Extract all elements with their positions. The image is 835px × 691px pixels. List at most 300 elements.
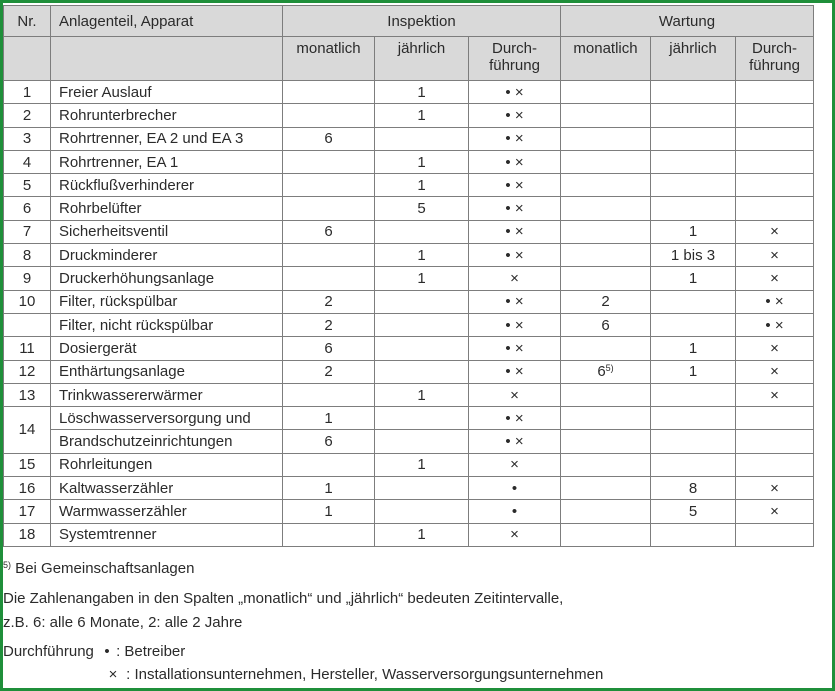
row-name: [51, 453, 283, 476]
legend-dot-text: : Betreiber: [116, 643, 186, 660]
wartung-jaehrlich: [651, 150, 736, 173]
row-nr: [4, 477, 51, 500]
row-name: [51, 244, 283, 267]
wartung-jaehrlich-value: 1 bis 3: [670, 246, 716, 264]
inspektion-durchfuehrung: [469, 127, 561, 150]
inspektion-jaehrlich-value: 1: [417, 106, 426, 124]
inspektion-monatlich-value: 1: [324, 409, 333, 427]
row-name-value: Dosiergerät: [59, 339, 137, 357]
inspektion-durchfuehrung-value: • ×: [505, 293, 524, 311]
wartung-monatlich: [561, 127, 651, 150]
row-nr: [4, 523, 51, 546]
header-wart-durchfuehrung: [736, 37, 814, 81]
row-name-value: Enthärtungsanlage: [59, 363, 185, 381]
wartung-jaehrlich: [651, 500, 736, 523]
table-row: [4, 174, 814, 197]
inspektion-jaehrlich-value: 5: [417, 200, 426, 218]
wartung-jaehrlich: [651, 220, 736, 243]
header-row-1: [4, 6, 814, 37]
row-nr-value: 12: [18, 363, 36, 381]
wartung-jaehrlich: [651, 453, 736, 476]
wartung-durchfuehrung-value: ×: [770, 502, 779, 520]
row-name-value: Kaltwasserzähler: [59, 479, 174, 497]
inspektion-durchfuehrung: [469, 81, 561, 104]
row-name: [51, 430, 283, 453]
wartung-durchfuehrung: [736, 500, 814, 523]
inspektion-durchfuehrung: [469, 430, 561, 453]
header-insp-durchfuehrung: [469, 37, 561, 81]
row-name: [51, 150, 283, 173]
legend-label: Durchführung: [3, 643, 94, 660]
wartung-monatlich: [561, 244, 651, 267]
row-name-value: Rohrbelüfter: [59, 200, 142, 218]
row-nr: [4, 407, 51, 454]
row-name-value: Filter, rückspülbar: [59, 293, 178, 311]
inspektion-durchfuehrung-value: ×: [510, 386, 519, 404]
footnote-ref: 5): [605, 363, 614, 374]
footnote-text: Bei Gemeinschaftsanlagen: [11, 560, 195, 577]
inspektion-jaehrlich: [375, 383, 469, 406]
wartung-jaehrlich-value: 5: [688, 502, 698, 520]
wartung-durchfuehrung: [736, 81, 814, 104]
inspektion-durchfuehrung: [469, 477, 561, 500]
wartung-durchfuehrung: [736, 430, 814, 453]
wartung-jaehrlich: [651, 430, 736, 453]
wartung-jaehrlich: [651, 174, 736, 197]
inspektion-jaehrlich: [375, 104, 469, 127]
inspektion-durchfuehrung: [469, 244, 561, 267]
wartung-jaehrlich: [651, 81, 736, 104]
inspektion-durchfuehrung-value: • ×: [505, 83, 524, 101]
inspektion-durchfuehrung: [469, 500, 561, 523]
inspektion-durchfuehrung-value: • ×: [505, 200, 524, 218]
wartung-durchfuehrung: [736, 360, 814, 383]
row-name-value: Trinkwassererwärmer: [59, 386, 203, 404]
inspektion-jaehrlich: [375, 523, 469, 546]
row-nr: [4, 337, 51, 360]
inspektion-durchfuehrung-value: • ×: [505, 106, 524, 124]
wartung-jaehrlich-value: 1: [688, 270, 698, 288]
inspektion-jaehrlich: [375, 267, 469, 290]
table-row: [4, 383, 814, 406]
table-row: [4, 337, 814, 360]
inspektion-jaehrlich-value: 1: [417, 526, 426, 544]
table-row: [4, 500, 814, 523]
table-row: [4, 453, 814, 476]
wartung-durchfuehrung-value: ×: [770, 363, 779, 381]
table-row: [4, 104, 814, 127]
row-nr-value: 8: [22, 246, 32, 264]
inspektion-jaehrlich: [375, 500, 469, 523]
inspektion-monatlich-value: 1: [324, 479, 333, 497]
wartung-monatlich: [561, 174, 651, 197]
row-nr: [4, 313, 51, 336]
wartung-durchfuehrung: [736, 127, 814, 150]
row-nr: [4, 360, 51, 383]
inspektion-monatlich-value: 6: [324, 130, 333, 148]
inspektion-durchfuehrung-value: • ×: [505, 176, 524, 194]
inspektion-monatlich-value: 6: [324, 339, 333, 357]
row-nr-value: 16: [18, 479, 36, 497]
wartung-jaehrlich-value: 1: [688, 223, 698, 241]
wartung-durchfuehrung: [736, 104, 814, 127]
table-row: [4, 150, 814, 173]
inspektion-durchfuehrung: [469, 174, 561, 197]
inspektion-durchfuehrung-value: •: [511, 502, 518, 520]
inspektion-monatlich: [283, 220, 375, 243]
row-name: [51, 104, 283, 127]
wartung-durchfuehrung: [736, 197, 814, 220]
inspektion-durchfuehrung-value: •: [511, 479, 518, 497]
row-nr: [4, 383, 51, 406]
header-nr: Nr.: [4, 6, 51, 37]
wartung-monatlich: [561, 407, 651, 430]
inspektion-durchfuehrung: [469, 523, 561, 546]
wartung-monatlich: [561, 81, 651, 104]
row-nr: [4, 197, 51, 220]
inspektion-durchfuehrung: [469, 453, 561, 476]
row-nr: [4, 500, 51, 523]
wartung-durchfuehrung-value: ×: [770, 223, 779, 241]
inspektion-durchfuehrung-value: • ×: [505, 409, 524, 427]
wartung-monatlich: [561, 220, 651, 243]
row-name-value: Löschwasserversorgung und: [59, 409, 251, 427]
row-name-value: Filter, nicht rückspülbar: [59, 316, 214, 334]
header-wart-monatlich: monatlich: [561, 37, 651, 81]
inspektion-jaehrlich: [375, 150, 469, 173]
inspektion-durchfuehrung-value: • ×: [505, 363, 524, 381]
row-nr-value: 17: [18, 502, 36, 520]
row-nr-value: 2: [22, 106, 32, 124]
wartung-jaehrlich: [651, 477, 736, 500]
inspektion-durchfuehrung: [469, 337, 561, 360]
wartung-durchfuehrung-value: ×: [770, 270, 779, 288]
wartung-jaehrlich: [651, 104, 736, 127]
wartung-durchfuehrung: [736, 290, 814, 313]
row-name: [51, 500, 283, 523]
note-line-2: z.B. 6: alle 6 Monate, 2: alle 2 Jahre: [3, 614, 243, 631]
wartung-monatlich-value: 2: [601, 293, 610, 311]
row-name: [51, 477, 283, 500]
wartung-jaehrlich-value: 1: [688, 339, 698, 357]
wartung-monatlich: [561, 197, 651, 220]
row-nr-value: 10: [18, 293, 36, 311]
inspektion-durchfuehrung-value: • ×: [505, 246, 524, 264]
inspektion-monatlich: [283, 174, 375, 197]
wartung-monatlich: [561, 150, 651, 173]
inspektion-jaehrlich-value: 1: [417, 456, 426, 474]
row-nr-value: 11: [19, 339, 35, 357]
inspektion-durchfuehrung: [469, 360, 561, 383]
inspektion-jaehrlich: [375, 430, 469, 453]
inspektion-monatlich: [283, 267, 375, 290]
row-name: [51, 313, 283, 336]
header-wartung: Wartung: [561, 6, 814, 37]
wartung-jaehrlich: [651, 244, 736, 267]
wartung-monatlich: [561, 337, 651, 360]
wartung-jaehrlich-value: 1: [688, 363, 698, 381]
table-row: [4, 290, 814, 313]
row-nr: [4, 150, 51, 173]
header-insp-monatlich: monatlich: [283, 37, 375, 81]
wartung-durchfuehrung: [736, 220, 814, 243]
inspektion-monatlich: [283, 150, 375, 173]
wartung-durchfuehrung: [736, 174, 814, 197]
header-inspektion: Inspektion: [283, 6, 561, 37]
row-nr: [4, 453, 51, 476]
inspektion-durchfuehrung-value: ×: [510, 456, 519, 474]
row-name-value: Freier Auslauf: [59, 83, 152, 101]
row-nr-value: 1: [22, 83, 32, 101]
inspektion-monatlich: [283, 453, 375, 476]
wartung-durchfuehrung-value: ×: [770, 479, 779, 497]
inspektion-jaehrlich: [375, 477, 469, 500]
wartung-jaehrlich: [651, 197, 736, 220]
inspektion-jaehrlich-value: 1: [417, 386, 426, 404]
wartung-jaehrlich: [651, 360, 736, 383]
inspektion-monatlich: [283, 383, 375, 406]
note-line-1: Die Zahlenangaben in den Spalten „monatlich“ und „jährlich“ bedeuten Zeitintervalle,: [3, 590, 564, 607]
row-name: [51, 81, 283, 104]
inspektion-monatlich: [283, 477, 375, 500]
wartung-durchfuehrung: [736, 407, 814, 430]
wartung-monatlich: [561, 430, 651, 453]
row-name: [51, 360, 283, 383]
wartung-durchfuehrung: [736, 313, 814, 336]
row-name-value: Systemtrenner: [59, 526, 157, 544]
row-name: [51, 337, 283, 360]
inspektion-jaehrlich: [375, 453, 469, 476]
wartung-jaehrlich: [651, 313, 736, 336]
row-nr-value: 18: [18, 526, 36, 544]
wartung-monatlich: [561, 290, 651, 313]
maintenance-table: [3, 5, 814, 547]
wartung-jaehrlich: [651, 267, 736, 290]
table-row: [4, 430, 814, 453]
inspektion-durchfuehrung: [469, 407, 561, 430]
inspektion-durchfuehrung-value: • ×: [505, 153, 524, 171]
row-name-value: Rückflußverhinderer: [59, 176, 195, 194]
inspektion-jaehrlich: [375, 337, 469, 360]
header-durch-2: führung: [749, 57, 800, 74]
inspektion-durchfuehrung: [469, 290, 561, 313]
row-nr: [4, 127, 51, 150]
row-name-value: Warmwasserzähler: [59, 502, 187, 520]
row-name-value: Druckerhöhungsanlage: [59, 270, 215, 288]
inspektion-jaehrlich: [375, 197, 469, 220]
inspektion-durchfuehrung: [469, 313, 561, 336]
row-name-value: Rohrleitungen: [59, 456, 153, 474]
wartung-durchfuehrung-value: ×: [770, 339, 779, 357]
row-nr-value: 13: [18, 386, 36, 404]
row-nr-value: 4: [22, 153, 32, 171]
row-name-value: Druckminderer: [59, 246, 158, 264]
table-row: [4, 477, 814, 500]
inspektion-monatlich: [283, 290, 375, 313]
inspektion-durchfuehrung: [469, 383, 561, 406]
row-nr: [4, 81, 51, 104]
inspektion-jaehrlich: [375, 290, 469, 313]
row-name: [51, 127, 283, 150]
table-row: [4, 313, 814, 336]
header-blank-name: [51, 37, 283, 81]
wartung-durchfuehrung-value: • ×: [765, 316, 784, 334]
wartung-durchfuehrung-value: ×: [770, 246, 779, 264]
inspektion-durchfuehrung-value: • ×: [505, 223, 524, 241]
wartung-monatlich: [561, 477, 651, 500]
legend-x-text: : Installationsunternehmen, Hersteller, Wasserversorgungsunternehmen: [126, 666, 604, 683]
inspektion-jaehrlich: [375, 360, 469, 383]
inspektion-durchfuehrung-value: • ×: [505, 316, 524, 334]
inspektion-monatlich: [283, 407, 375, 430]
inspektion-monatlich: [283, 104, 375, 127]
legend-line-1: [3, 643, 185, 660]
wartung-jaehrlich: [651, 523, 736, 546]
inspektion-monatlich: [283, 430, 375, 453]
inspektion-monatlich: [283, 197, 375, 220]
inspektion-durchfuehrung-value: • ×: [505, 433, 524, 451]
row-nr-value: 3: [22, 130, 32, 148]
header-insp-jaehrlich: jährlich: [375, 37, 469, 81]
inspektion-durchfuehrung: [469, 267, 561, 290]
row-nr: [4, 290, 51, 313]
row-name: [51, 220, 283, 243]
wartung-jaehrlich: [651, 383, 736, 406]
row-name: [51, 407, 283, 430]
row-name: [51, 523, 283, 546]
inspektion-monatlich: [283, 500, 375, 523]
wartung-monatlich: [561, 313, 651, 336]
row-nr-value: 9: [22, 270, 32, 288]
wartung-monatlich-value: 6: [597, 363, 606, 381]
table-row: [4, 127, 814, 150]
row-nr: [4, 104, 51, 127]
row-name-value: Brandschutzeinrichtungen: [59, 433, 233, 451]
wartung-durchfuehrung: [736, 453, 814, 476]
inspektion-durchfuehrung-value: • ×: [505, 130, 524, 148]
inspektion-monatlich-value: 2: [324, 293, 333, 311]
table-row: [4, 197, 814, 220]
row-name-value: Rohrtrenner, EA 2 und EA 3: [59, 130, 244, 148]
inspektion-monatlich-value: 6: [324, 223, 333, 241]
wartung-durchfuehrung: [736, 523, 814, 546]
footnote-marker: 5): [3, 560, 12, 570]
inspektion-jaehrlich: [375, 220, 469, 243]
wartung-monatlich: [561, 267, 651, 290]
inspektion-monatlich-value: 1: [324, 502, 333, 520]
footnote-5: [3, 560, 194, 577]
wartung-jaehrlich: [651, 407, 736, 430]
row-name: [51, 267, 283, 290]
inspektion-monatlich: [283, 523, 375, 546]
wartung-durchfuehrung: [736, 477, 814, 500]
wartung-durchfuehrung-value: ×: [770, 386, 779, 404]
inspektion-jaehrlich-value: 1: [417, 153, 426, 171]
inspektion-jaehrlich-value: 1: [417, 83, 426, 101]
row-nr-value: 5: [22, 176, 32, 194]
inspektion-monatlich: [283, 313, 375, 336]
inspektion-monatlich: [283, 81, 375, 104]
inspektion-jaehrlich-value: 1: [417, 270, 426, 288]
wartung-monatlich: [561, 360, 651, 383]
inspektion-monatlich: [283, 360, 375, 383]
row-name: [51, 290, 283, 313]
wartung-durchfuehrung: [736, 267, 814, 290]
inspektion-jaehrlich-value: 1: [417, 246, 426, 264]
wartung-jaehrlich-value: 8: [688, 479, 698, 497]
row-nr-value: 6: [22, 200, 32, 218]
wartung-monatlich: [561, 453, 651, 476]
row-name: [51, 197, 283, 220]
inspektion-jaehrlich-value: 1: [417, 176, 426, 194]
inspektion-monatlich-value: 6: [324, 433, 333, 451]
inspektion-jaehrlich: [375, 244, 469, 267]
wartung-jaehrlich: [651, 127, 736, 150]
wartung-jaehrlich: [651, 290, 736, 313]
cross-icon: ×: [108, 666, 118, 683]
row-nr-value: 14: [18, 421, 36, 439]
row-name: [51, 174, 283, 197]
wartung-durchfuehrung: [736, 244, 814, 267]
row-nr: [4, 220, 51, 243]
table-row: [4, 81, 814, 104]
inspektion-monatlich: [283, 127, 375, 150]
inspektion-monatlich-value: 2: [324, 363, 333, 381]
inspektion-durchfuehrung: [469, 104, 561, 127]
inspektion-durchfuehrung-value: ×: [510, 270, 519, 288]
inspektion-durchfuehrung-value: ×: [510, 526, 519, 544]
header-durch-1: Durch-: [491, 40, 537, 57]
row-nr: [4, 267, 51, 290]
inspektion-jaehrlich: [375, 174, 469, 197]
header-anlagenteil: Anlagenteil, Apparat: [51, 6, 283, 37]
header-durch-2: führung: [489, 57, 540, 74]
table-row: [4, 220, 814, 243]
bullet-icon: •: [104, 643, 110, 660]
inspektion-durchfuehrung: [469, 220, 561, 243]
wartung-monatlich-value: 6: [601, 316, 610, 334]
row-nr-value: 15: [18, 456, 36, 474]
wartung-durchfuehrung-value: • ×: [765, 293, 784, 311]
inspektion-jaehrlich: [375, 313, 469, 336]
wartung-monatlich: [561, 383, 651, 406]
inspektion-durchfuehrung-value: • ×: [505, 339, 524, 357]
header-row-2: [4, 37, 814, 81]
row-name-value: Rohrunterbrecher: [59, 106, 177, 124]
inspektion-monatlich: [283, 244, 375, 267]
inspektion-jaehrlich: [375, 127, 469, 150]
table-row: [4, 523, 814, 546]
row-name-value: Sicherheitsventil: [59, 223, 169, 241]
inspektion-durchfuehrung: [469, 150, 561, 173]
inspektion-jaehrlich: [375, 81, 469, 104]
header-blank-nr: [4, 37, 51, 81]
wartung-monatlich: [561, 104, 651, 127]
wartung-durchfuehrung: [736, 337, 814, 360]
row-nr: [4, 244, 51, 267]
table-row: [4, 267, 814, 290]
wartung-monatlich: [561, 523, 651, 546]
legend-line-2: [104, 666, 603, 683]
table-row: [4, 360, 814, 383]
inspektion-durchfuehrung: [469, 197, 561, 220]
table-row: [4, 407, 814, 430]
inspektion-jaehrlich: [375, 407, 469, 430]
wartung-monatlich: [561, 500, 651, 523]
row-name: [51, 383, 283, 406]
row-name-value: Rohrtrenner, EA 1: [59, 153, 179, 171]
header-wart-jaehrlich: jährlich: [651, 37, 736, 81]
